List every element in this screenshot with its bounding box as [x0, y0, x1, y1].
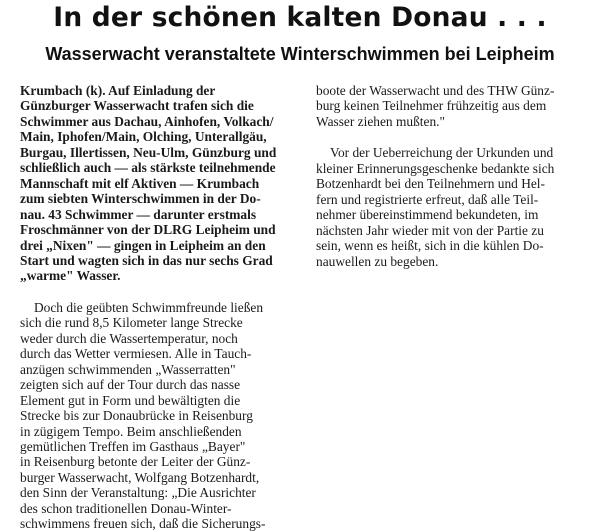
text-line: in Reisenburg betonte der Leiter der Günz-: [20, 454, 251, 470]
text-line: burg keinen Teilnehmer frühzeitig aus dem: [316, 98, 547, 114]
text-line: boote der Wasserwacht und des THW Günz-: [316, 83, 555, 98]
text-line: kleiner Erinnerungsgeschenke bedankte sich: [316, 160, 555, 176]
body-paragraph: [20, 300, 308, 532]
text-line: zeigten sich auf der Tour durch das nasse: [20, 377, 241, 393]
article-column-left: [20, 83, 308, 532]
text-line: den Sinn der Veranstaltung: „Die Ausrichter: [20, 485, 256, 501]
text-line: sein, wenn es heißt, sich in die kühlen Do-: [316, 238, 544, 254]
text-line: Main, Iphofen/Main, Olching, Unterallgäu,: [20, 129, 267, 145]
text-line: Strecke bis zur Donaubrücke in Reisenburg: [20, 408, 253, 424]
text-line: Start und wagten sich in das nur sechs Grad: [20, 252, 273, 268]
text-line: drei „Nixen" — gingen in Leipheim an den: [20, 237, 266, 253]
text-line: nächsten Jahr wieder mit von der Partie zu: [316, 222, 544, 238]
text-line: Günzburger Wasserwacht trafen sich die: [20, 98, 254, 114]
continuation-paragraph: [316, 83, 590, 129]
text-line: fern und registrierte erfreut, daß alle Teil-: [316, 191, 539, 207]
text-line: Schwimmer aus Dachau, Ainhofen, Volkach/: [20, 113, 274, 129]
text-line: burger Wasserwacht, Wolfgang Botzenhardt,: [20, 469, 260, 485]
text-line: sich die rund 8,5 Kilometer lange Strecke: [20, 315, 243, 331]
text-line: Element gut in Form und bewältigten die: [20, 392, 241, 408]
text-line: in zügigem Tempo. Beim anschließenden: [20, 423, 242, 439]
closing-paragraph: [316, 145, 590, 269]
lead-paragraph: [20, 83, 308, 284]
text-line: durch das Wetter vermiesen. Alle in Tauch-: [20, 346, 252, 362]
text-line: Botzenhardt bei den Teilnehmern und Hel-: [316, 176, 545, 192]
text-line: zum siebten Winterschwimmen in der Do-: [20, 191, 261, 207]
text-line: Krumbach (k). Auf Einladung der: [20, 83, 216, 98]
text-line: „warme" Wasser.: [20, 268, 121, 284]
text-line: Burgau, Illertissen, Neu-Ulm, Günzburg und: [20, 144, 277, 160]
article-column-right: [316, 83, 590, 269]
text-line: schwimmens freuen sich, daß die Sicherungs-: [20, 516, 266, 532]
headline: In der schönen kalten Donau . . .: [53, 2, 547, 33]
text-line: Mannschaft mit elf Aktiven — Krumbach: [20, 175, 260, 191]
text-line: nau. 43 Schwimmer — darunter erstmals: [20, 206, 257, 222]
text-line: Froschmänner von der DLRG Leipheim und: [20, 222, 276, 238]
text-line: Wasser ziehen mußten.": [316, 113, 445, 129]
text-line: schließlich auch — als stärkste teilnehmende: [20, 160, 276, 176]
text-line: Doch die geübten Schwimmfreunde ließen: [34, 299, 264, 315]
subheadline: Wasserwacht veranstaltete Winterschwimmen bei Leipheim: [45, 44, 555, 64]
text-line: gemütlichen Treffen im Gasthaus „Bayer": [20, 438, 246, 454]
text-line: nehmer übereinstimmend bekundeten, im: [316, 207, 539, 223]
text-line: weder durch die Wassertemperatur, noch: [20, 330, 238, 346]
text-line: Vor der Ueberreichung der Urkunden und: [330, 145, 554, 161]
text-line: des schon traditionellen Donau-Winter-: [20, 500, 232, 516]
text-line: nauwellen zu begeben.: [316, 253, 439, 269]
text-line: anzügen schwimmenden „Wasserratten": [20, 361, 236, 377]
